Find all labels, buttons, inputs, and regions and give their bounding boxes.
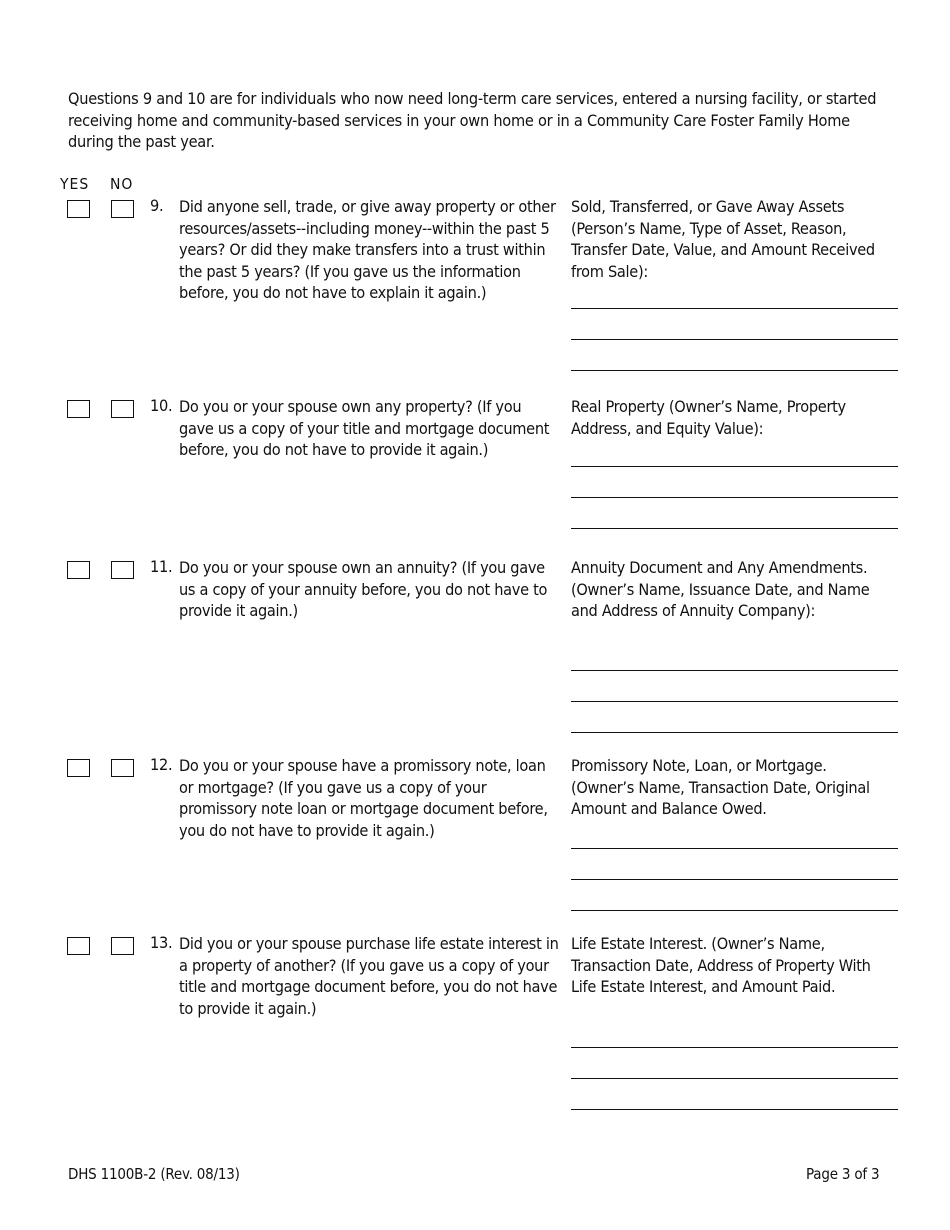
q9-yes-checkbox[interactable]: [67, 200, 90, 218]
question-text: Do you or your spouse have a promissory note, loan or mortgage? (If you gave us a copy of your promissory note loan or mortgage document before, you do not have to provide it again.): [179, 756, 548, 840]
q11-answer-line-1[interactable]: [571, 670, 898, 671]
question-number: 12.: [150, 755, 173, 774]
q11-no-checkbox[interactable]: [111, 561, 134, 579]
yes-column-header: YES: [60, 175, 90, 193]
question-text: Do you or your spouse own an annuity? (If you gave us a copy of your annuity before, you do not have to provide it again.): [179, 558, 548, 621]
question-text: Did anyone sell, trade, or give away property or other resources/assets--including money--within the past 5 years? Or did they make transfers into a trust within the past 5 years? (If you gave us the information before, you do not have to explain it again.): [179, 197, 556, 303]
q12-answer-line-1[interactable]: [571, 848, 898, 849]
q12-yes-checkbox[interactable]: [67, 759, 90, 777]
answer-label: Promissory Note, Loan, or Mortgage. (Owner’s Name, Transaction Date, Original Amount and Balance Owed.: [571, 756, 870, 819]
no-column-header: NO: [110, 175, 134, 193]
q12-no-checkbox[interactable]: [111, 759, 134, 777]
q10-answer-line-2[interactable]: [571, 497, 898, 498]
question-number: 13.: [150, 933, 173, 952]
form-id: DHS 1100B-2 (Rev. 08/13): [68, 1165, 240, 1183]
q10-yes-checkbox[interactable]: [67, 400, 90, 418]
q12-answer-line-2[interactable]: [571, 879, 898, 880]
q11-yes-checkbox[interactable]: [67, 561, 90, 579]
q10-answer-line-3[interactable]: [571, 528, 898, 529]
page-number: Page 3 of 3: [806, 1165, 880, 1183]
answer-label: Real Property (Owner’s Name, Property Address, and Equity Value):: [571, 397, 846, 438]
q9-answer-line-1[interactable]: [571, 308, 898, 309]
q13-yes-checkbox[interactable]: [67, 937, 90, 955]
q12-answer-line-3[interactable]: [571, 910, 898, 911]
q9-answer-line-3[interactable]: [571, 370, 898, 371]
q10-no-checkbox[interactable]: [111, 400, 134, 418]
q9-no-checkbox[interactable]: [111, 200, 134, 218]
q13-answer-line-2[interactable]: [571, 1078, 898, 1079]
question-number: 9.: [150, 196, 164, 215]
q9-answer-line-2[interactable]: [571, 339, 898, 340]
q13-answer-line-3[interactable]: [571, 1109, 898, 1110]
q13-no-checkbox[interactable]: [111, 937, 134, 955]
question-text: Do you or your spouse own any property? (If you gave us a copy of your title and mortgage document before, you do not have to provide it again.): [179, 397, 550, 460]
answer-label: Sold, Transferred, or Gave Away Assets (Person’s Name, Type of Asset, Reason, Transfer Date, Value, and Amount Received from Sale):: [571, 197, 875, 281]
question-number: 10.: [150, 396, 173, 415]
question-text: Did you or your spouse purchase life estate interest in a property of another? (If you gave us a copy of your title and mortgage document before, you do not have to provide it again.): [179, 934, 559, 1018]
answer-label: Life Estate Interest. (Owner’s Name, Transaction Date, Address of Property With Life Estate Interest, and Amount Paid.: [571, 934, 871, 997]
q13-answer-line-1[interactable]: [571, 1047, 898, 1048]
q10-answer-line-1[interactable]: [571, 466, 898, 467]
q11-answer-line-3[interactable]: [571, 732, 898, 733]
question-number: 11.: [150, 557, 173, 576]
answer-label: Annuity Document and Any Amendments. (Owner’s Name, Issuance Date, and Name and Address of Annuity Company):: [571, 558, 870, 621]
q11-answer-line-2[interactable]: [571, 701, 898, 702]
intro-paragraph: Questions 9 and 10 are for individuals who now need long-term care services, entered a nursing facility, or started receiving home and community-based services in your own home or in a Community Care Foster Family Home during the past year.: [68, 89, 877, 151]
